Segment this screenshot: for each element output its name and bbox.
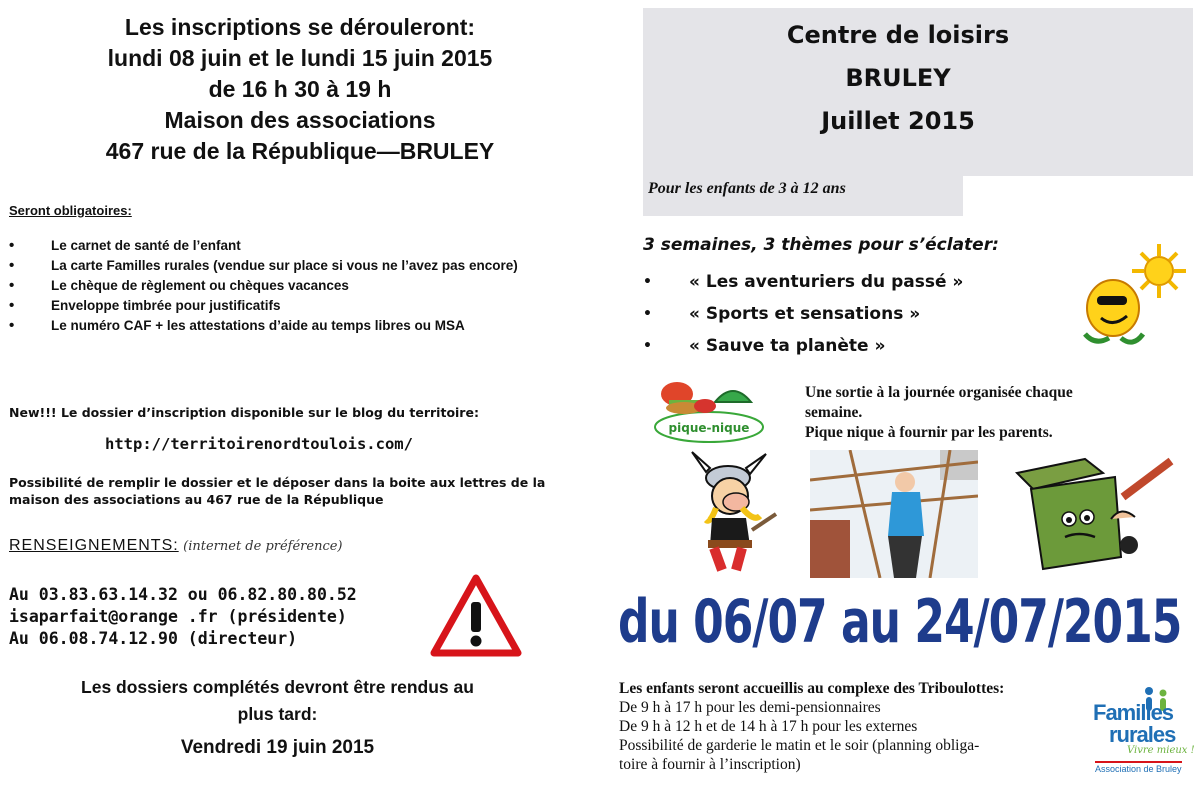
schedule-block: [619, 679, 1089, 774]
title-line: BRULEY: [845, 64, 951, 92]
schedule-line: De 9 h à 17 h pour les demi-pensionnaires: [619, 699, 881, 716]
warning-icon: [430, 574, 522, 658]
contact-line: Au 06.08.74.12.90 (directeur): [9, 629, 298, 648]
logo-tagline: Vivre mieux !: [1127, 745, 1195, 756]
welcome-line: Les enfants seront accueillis au complexe des Triboulottes:: [619, 680, 1005, 697]
outing-line: Pique nique à fournir par les parents.: [805, 424, 1053, 441]
familles-rurales-logo: [1093, 686, 1197, 776]
header-line: 467 rue de la République—BRULEY: [105, 138, 495, 164]
title-block: [643, 14, 1193, 143]
required-list: [9, 236, 539, 336]
list-item: • « Les aventuriers du passé »: [643, 266, 1083, 298]
list-item: • Le chèque de règlement ou chèques vacances: [9, 276, 539, 296]
deadline-block: [0, 674, 555, 761]
logo-association: Association de Bruley: [1095, 761, 1182, 774]
themes-title: 3 semaines, 3 thèmes pour s’éclater:: [643, 235, 999, 255]
blog-link[interactable]: http://territoirenordtoulois.com/: [105, 435, 413, 453]
picnic-label: pique-nique: [668, 421, 750, 435]
list-item: • Le carnet de santé de l’enfant: [9, 236, 539, 256]
schedule-line: De 9 h à 12 h et de 14 h à 17 h pour les externes: [619, 718, 918, 735]
header-line: Les inscriptions se dérouleront:: [124, 14, 476, 40]
title-line: Centre de loisirs: [786, 21, 1010, 49]
deadline-line: plus tard:: [237, 704, 318, 724]
age-range: Pour les enfants de 3 à 12 ans: [648, 180, 846, 197]
sun-icon: [1075, 238, 1195, 353]
schedule-line: Possibilité de garderie le matin et le soir (planning obliga-: [619, 737, 980, 754]
list-item: • « Sports et sensations »: [643, 298, 1083, 330]
contact-block: [9, 584, 429, 650]
info-heading: [9, 537, 343, 555]
info-title: RENSEIGNEMENTS:: [9, 537, 179, 554]
list-item: • Enveloppe timbrée pour justificatifs: [9, 296, 539, 316]
logo-line1: Familles: [1093, 700, 1174, 725]
outing-line: semaine.: [805, 404, 863, 421]
themes-list: [643, 266, 1083, 362]
list-item: • « Sauve ta planète »: [643, 330, 1083, 362]
header-line: de 16 h 30 à 19 h: [208, 76, 392, 102]
required-title: Seront obligatoires:: [9, 203, 132, 218]
logo-line2: rurales: [1109, 722, 1176, 747]
dropoff-note: Possibilité de remplir le dossier et le déposer dans la boite aux lettres de la maison des associations au 467 rue de la République: [9, 475, 546, 507]
info-subtitle: (internet de préférence): [183, 539, 343, 554]
dates-banner: du 06/07 au 24/07/2015: [618, 588, 1182, 657]
list-item: • Le numéro CAF + les attestations d’aide au temps libres ou MSA: [9, 316, 539, 336]
deadline-date: Vendredi 19 juin 2015: [180, 737, 375, 758]
blog-note: New!!! Le dossier d’inscription disponible sur le blog du territoire:: [9, 405, 479, 420]
deadline-line: Les dossiers complétés devront être rendus au: [81, 677, 474, 697]
contact-line: Au 03.83.63.14.32 ou 06.82.80.80.52: [9, 585, 357, 604]
header-line: Maison des associations: [164, 107, 436, 133]
outing-text: [805, 383, 1185, 443]
outing-line: Une sortie à la journée organisée chaque: [805, 384, 1073, 401]
header-line: lundi 08 juin et le lundi 15 juin 2015: [107, 45, 493, 71]
schedule-line: toire à fournir à l’inscription): [619, 756, 801, 773]
picnic-icon: [647, 378, 782, 448]
climber-photo: [810, 450, 978, 578]
asterix-icon: [680, 450, 790, 578]
list-item: • La carte Familles rurales (vendue sur place si vous ne l’avez pas encore): [9, 256, 539, 276]
contact-line: isaparfait@orange .fr (présidente): [9, 607, 347, 626]
trash-bin-icon: [1003, 447, 1183, 577]
registration-header: [20, 12, 580, 167]
title-line: Juillet 2015: [821, 107, 975, 135]
